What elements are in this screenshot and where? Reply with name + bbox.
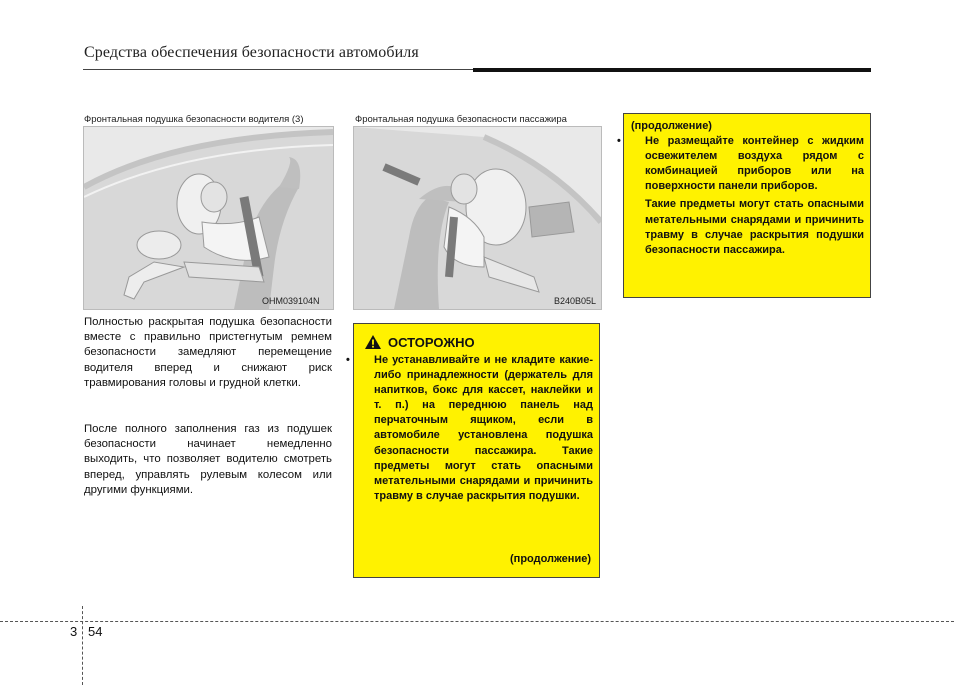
warning-bullet: • <box>346 354 350 366</box>
warning-triangle-icon <box>364 334 382 350</box>
warning-body: Не устанавливайте и не кладите какие-либо принадлежности (держатель для напитков, бокс для кассет, наклейки и т. п.) на переднюю панель над перчаточным ящиком, если в автомобиле установлена подушка безопасности пассажира. Такие предметы могут стать опасными метательными снарядами и причинить травму в случае раскрытия подушки. <box>374 354 593 502</box>
figure-caption-driver: Фронтальная подушка безопасности водителя (3) <box>84 114 304 125</box>
warning-box <box>346 323 600 578</box>
note-bullet: • <box>617 135 621 148</box>
header-rule-thick <box>473 68 871 72</box>
note-text <box>617 119 864 258</box>
note-continued: (продолжение) <box>631 120 712 132</box>
note-box <box>617 113 871 298</box>
footer-vertical-divider <box>82 606 83 685</box>
warning-text <box>346 353 593 504</box>
section-number: 3 <box>70 624 78 639</box>
footer-divider <box>0 621 954 622</box>
page-number: 54 <box>88 624 103 639</box>
figure-code-passenger: B240B05L <box>554 296 597 306</box>
page-header-title: Средства обеспечения безопасности автомобиля <box>84 44 419 61</box>
body-paragraph-2: После полного заполнения газ из подушек безопасности начинает немедленно выходить, что позволяет водителю смотреть вперед, управлять рулевым колесом или другими функциями. <box>84 423 332 496</box>
figure-caption-passenger: Фронтальная подушка безопасности пассажира <box>355 114 567 125</box>
header-rule-thin <box>83 69 473 70</box>
warning-title: ОСТОРОЖНО <box>388 334 475 350</box>
warning-continued: (продолжение) <box>510 553 591 565</box>
body-paragraph-1: Полностью раскрытая подушка безопасности вместе с правильно пристегнутым ремнем безопасности замедляют перемещение водителя вперед и снижают риск травмирования головы и грудной клетки. <box>84 316 332 389</box>
note-item: Не размещайте контейнер с жидким освежителем воздуха рядом с комбинацией приборов или на поверхности панели приборов. <box>645 135 864 193</box>
figure-code-driver: OHM039104N <box>262 296 320 306</box>
warning-header <box>364 334 475 350</box>
note-item-extra: Такие предметы могут стать опасными метательными снарядами и причинить травму в случае раскрытия подушки безопасности пассажира. <box>645 198 864 256</box>
driver-airbag-illustration <box>83 126 334 310</box>
passenger-airbag-illustration <box>353 126 602 310</box>
